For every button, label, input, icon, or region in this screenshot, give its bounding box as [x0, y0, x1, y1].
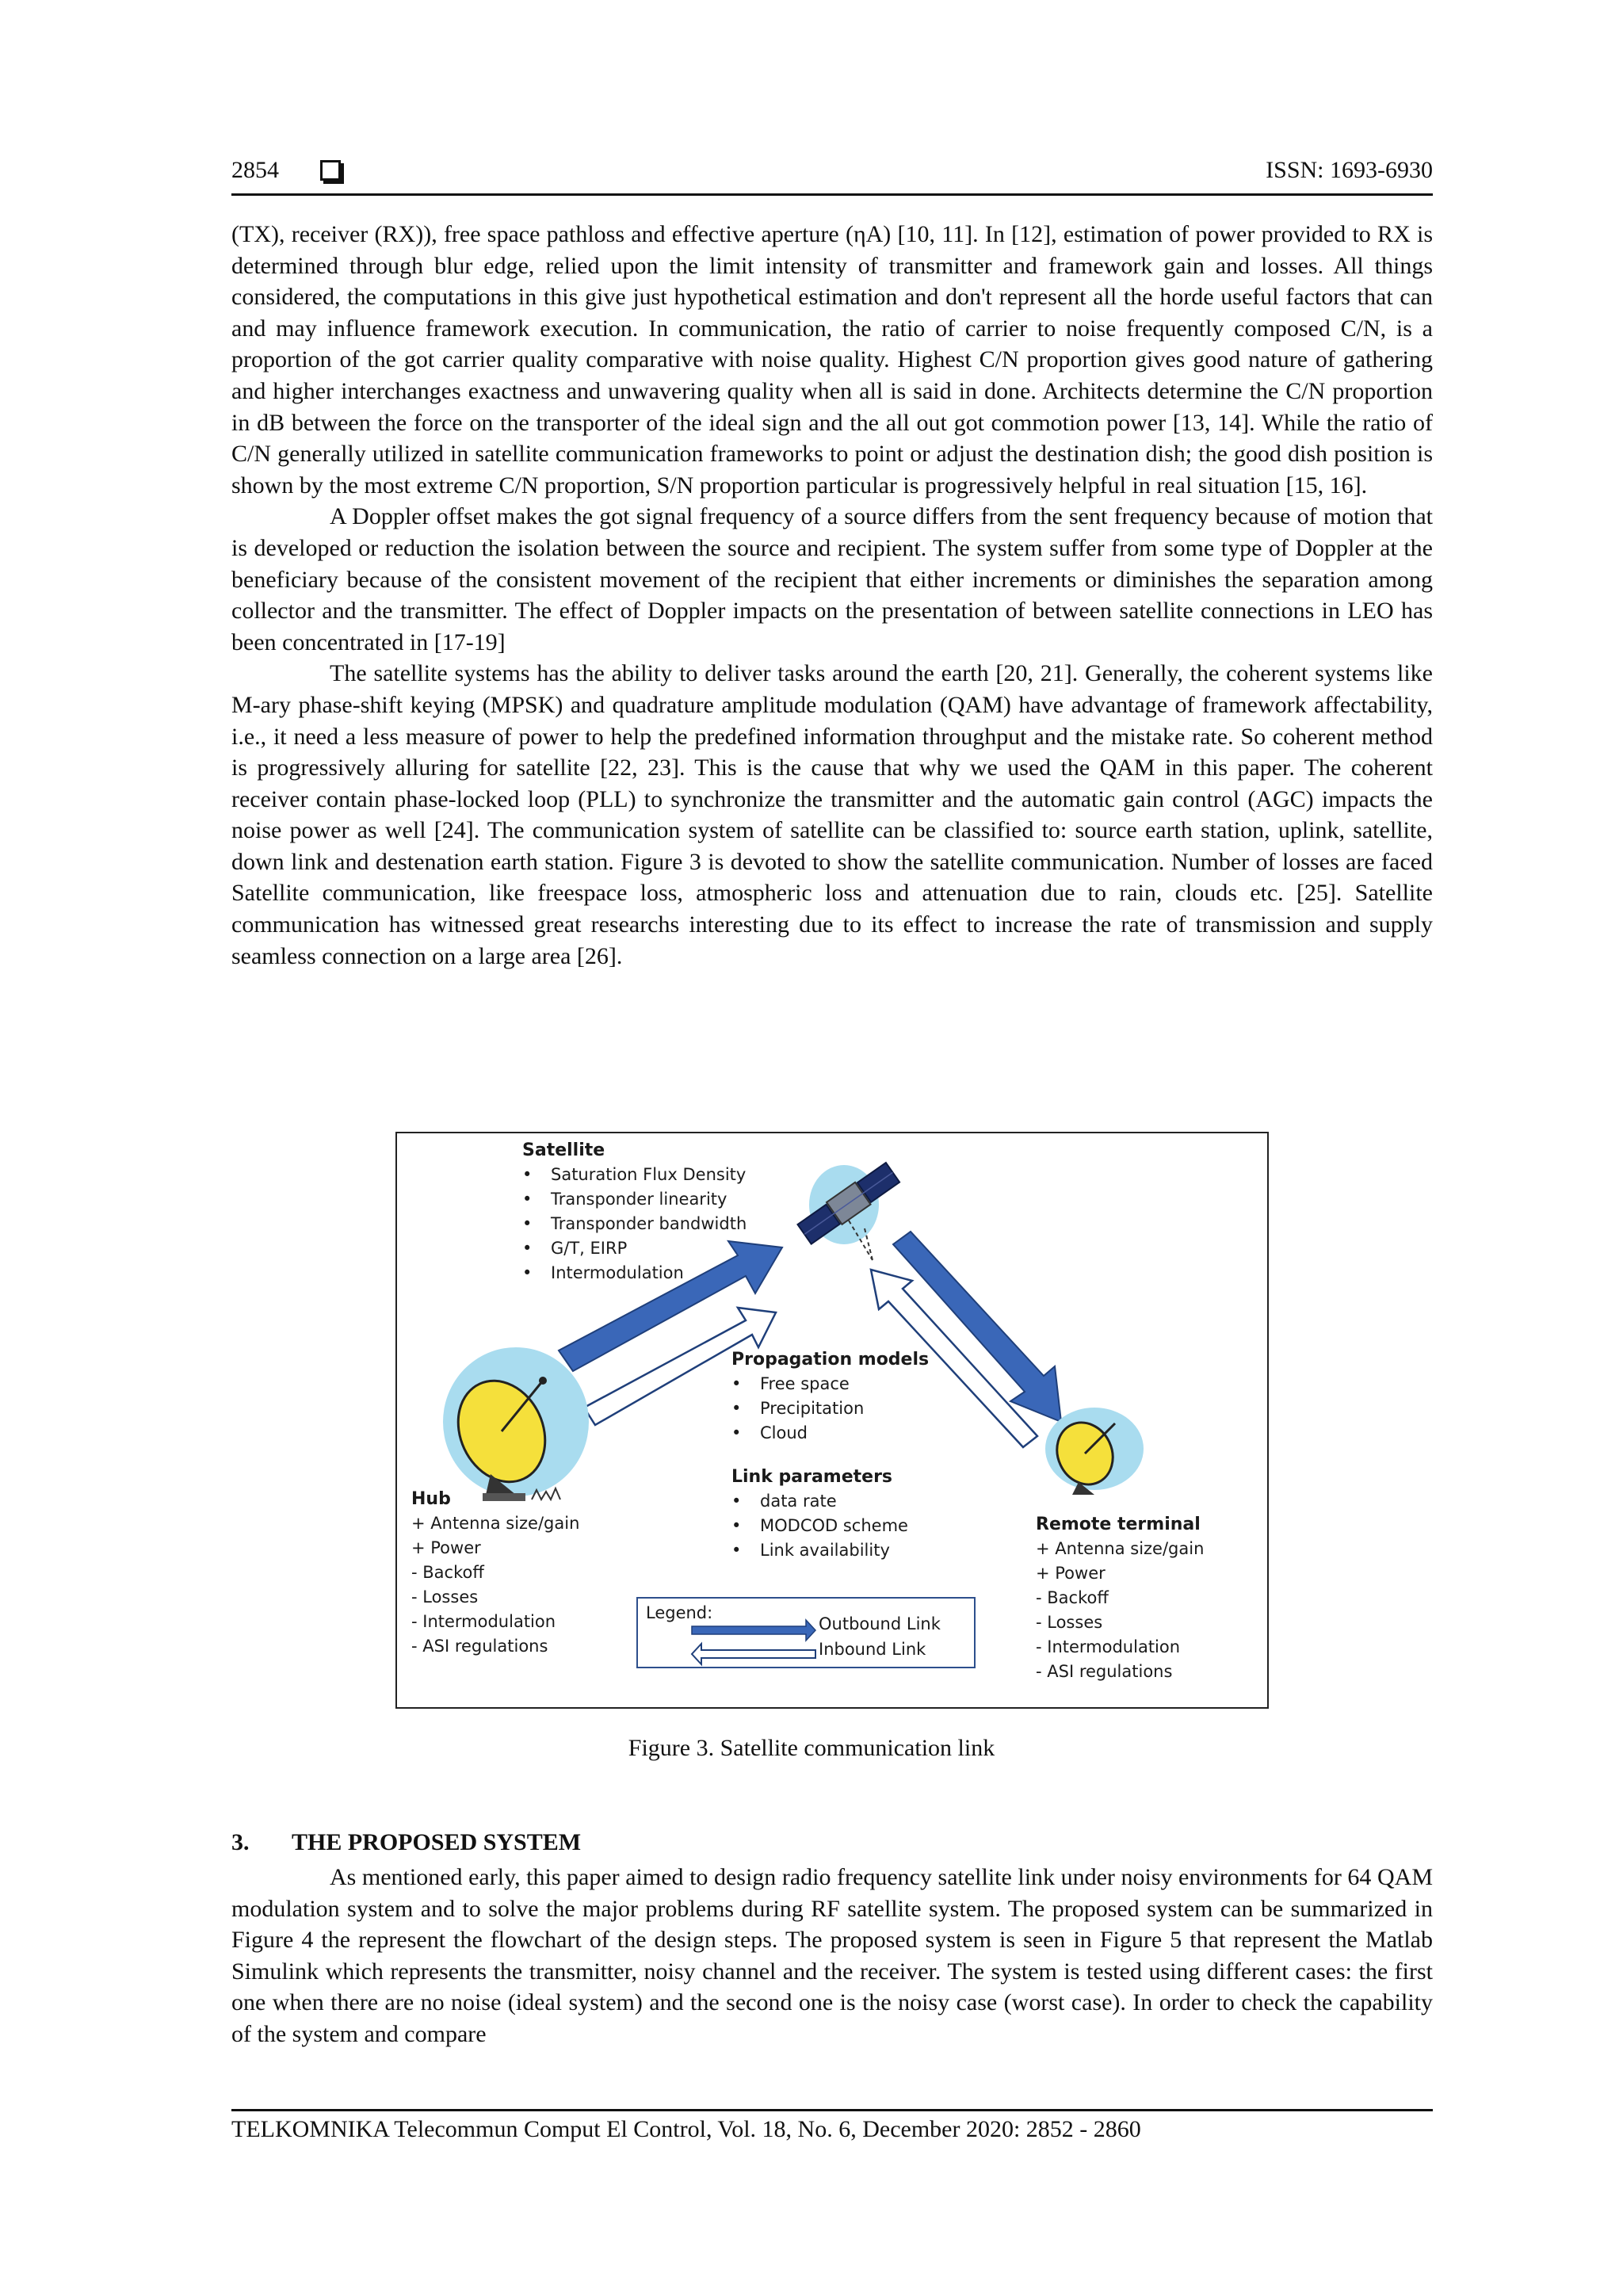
- hub-parameters: [411, 1487, 579, 1659]
- square-icon: [320, 160, 341, 181]
- link-parameter-item: • MODCOD scheme: [731, 1514, 908, 1538]
- satellite-item: • Transponder bandwidth: [522, 1212, 747, 1236]
- propagation-models: [731, 1347, 929, 1446]
- issn-label: ISSN: 1693-6930: [1266, 157, 1433, 183]
- remote-title: Remote terminal: [1036, 1515, 1201, 1534]
- satellite-icon: [796, 1161, 900, 1260]
- link-parameters: [731, 1465, 908, 1563]
- satellite-item: • Saturation Flux Density: [522, 1163, 747, 1187]
- remote-item: + Antenna size/gain: [1036, 1539, 1205, 1558]
- hub-item: - Backoff: [411, 1563, 484, 1582]
- hub-item: + Power: [411, 1538, 481, 1557]
- paragraph-3: The satellite systems has the ability to deliver tasks around the earth [20, 21]. Generally, the coherent systems like M-ary phase-shift keying (MPSK) and quadrature amplitude modulation (QAM) have advantage of framework affectability, i.e., it need a less measure of power to help the predefined information throughput and the mistake rate. So coherent method is progressively alluring for satellite [22, 23]. This is the cause that why we used the QAM in this paper. The coherent receiver contain phase-locked loop (PLL) to synchronize the transmitter and the automatic gain control (AGC) impacts the noise power as well [24]. The communication system of satellite can be classified to: source earth station, uplink, satellite, down link and destenation earth station. Figure 3 is devoted to show the satellite communication. Number of losses are faced Satellite communication, like freespace loss, atmospheric loss and attenuation due to rain, clouds etc. [25]. Satellite communication has witnessed great researchs interesting due to its effect to increase the rate of transmission and supply seamless connection on a large area [26].: [231, 660, 1433, 969]
- figure-legend: [636, 1597, 976, 1668]
- page-footer: TELKOMNIKA Telecommun Comput El Control, Vol. 18, No. 6, December 2020: 2852 - 2860: [231, 2109, 1433, 2143]
- section-heading: [231, 1829, 581, 1856]
- satellite-item: • G/T, EIRP: [522, 1236, 747, 1261]
- propagation-item: • Free space: [731, 1372, 929, 1396]
- hub-item: - ASI regulations: [411, 1637, 548, 1656]
- link-parameters-title: Link parameters: [731, 1467, 893, 1487]
- link-parameter-item: • data rate: [731, 1489, 908, 1514]
- remote-item: - Backoff: [1036, 1588, 1109, 1607]
- satellite-item: • Transponder linearity: [522, 1187, 747, 1212]
- figure-3: [395, 1132, 1269, 1709]
- remote-item: - Losses: [1036, 1613, 1103, 1632]
- remote-item: + Power: [1036, 1564, 1106, 1583]
- satellite-parameters: [522, 1138, 747, 1286]
- propagation-title: Propagation models: [731, 1350, 930, 1370]
- figure-caption: Figure 3. Satellite communication link: [628, 1735, 995, 1761]
- section-title: THE PROPOSED SYSTEM: [292, 1829, 582, 1855]
- remote-item: - Intermodulation: [1036, 1637, 1181, 1656]
- propagation-item: • Precipitation: [731, 1396, 929, 1421]
- page-number: 2854: [231, 157, 279, 183]
- satellite-item: • Intermodulation: [522, 1261, 747, 1286]
- section-number: 3.: [231, 1829, 250, 1855]
- body-text-upper: [231, 219, 1433, 972]
- hub-dish-icon: [442, 1347, 589, 1501]
- link-parameter-item: • Link availability: [731, 1538, 908, 1563]
- paragraph-4: As mentioned early, this paper aimed to design radio frequency satellite link under noisy environments for 64 QAM modulation system and to solve the major problems during RF satellite system. The proposed system can be summarized in Figure 4 the represent the flowchart of the design steps. The proposed system is seen in Figure 5 that represent the Matlab Simulink which represents the transmitter, noisy channel and the receiver. The system is tested using different cases: the first one when there are no noise (ideal system) and the second one is the noisy case (worst case). In order to check the capability of the system and compare: [231, 1864, 1433, 2047]
- body-text-lower: [231, 1862, 1433, 2050]
- page-header: [231, 155, 1433, 196]
- legend-inbound-label: Inbound Link: [819, 1640, 926, 1659]
- hub-item: - Intermodulation: [411, 1612, 556, 1631]
- legend-title: Legend:: [646, 1603, 713, 1622]
- hub-item: + Antenna size/gain: [411, 1514, 580, 1533]
- remote-item: - ASI regulations: [1036, 1662, 1173, 1681]
- hub-title: Hub: [411, 1489, 451, 1509]
- remote-terminal-parameters: [1036, 1512, 1204, 1684]
- legend-outbound-label: Outbound Link: [819, 1614, 941, 1633]
- paragraph-2: A Doppler offset makes the got signal frequency of a source differs from the sent frequency because of motion that is developed or reduction the isolation between the source and recipient. The system suffer from some type of Doppler at the beneficiary because of the consistent movement of the recipient that either increments or diminishes the separation among collector and the transmitter. The effect of Doppler impacts on the presentation of between satellite connections in LEO has been concentrated in [17-19]: [231, 503, 1433, 655]
- paragraph-1: (TX), receiver (RX)), free space pathloss and effective aperture (ηA) [10, 11]. In [12], estimation of power provided to RX is determined through blur edge, relied upon the limit intensity of transmitter and framework gain and losses. All things considered, the computations in this give just hypothetical estimation and don't represent all the horde useful factors that can and may influence framework execution. In communication, the ratio of carrier to noise frequently composed C/N, is a proportion of the got carrier quality comparative with noise quality. Highest C/N proportion gives good nature of gathering and higher interchanges exactness and unwavering quality when all is said in done. Architects determine the C/N proportion in dB between the force on the transporter of the ideal sign and the all out got commotion power [13, 14]. While the ratio of C/N generally utilized in satellite communication frameworks to point or adjust the destination dish; the good dish position is shown by the most extreme C/N proportion, S/N proportion particular is progressively helpful in real situation [15, 16].: [231, 221, 1433, 499]
- remote-dish-icon: [1045, 1408, 1144, 1495]
- satellite-title: Satellite: [522, 1140, 605, 1160]
- propagation-item: • Cloud: [731, 1421, 929, 1446]
- hub-item: - Losses: [411, 1587, 479, 1606]
